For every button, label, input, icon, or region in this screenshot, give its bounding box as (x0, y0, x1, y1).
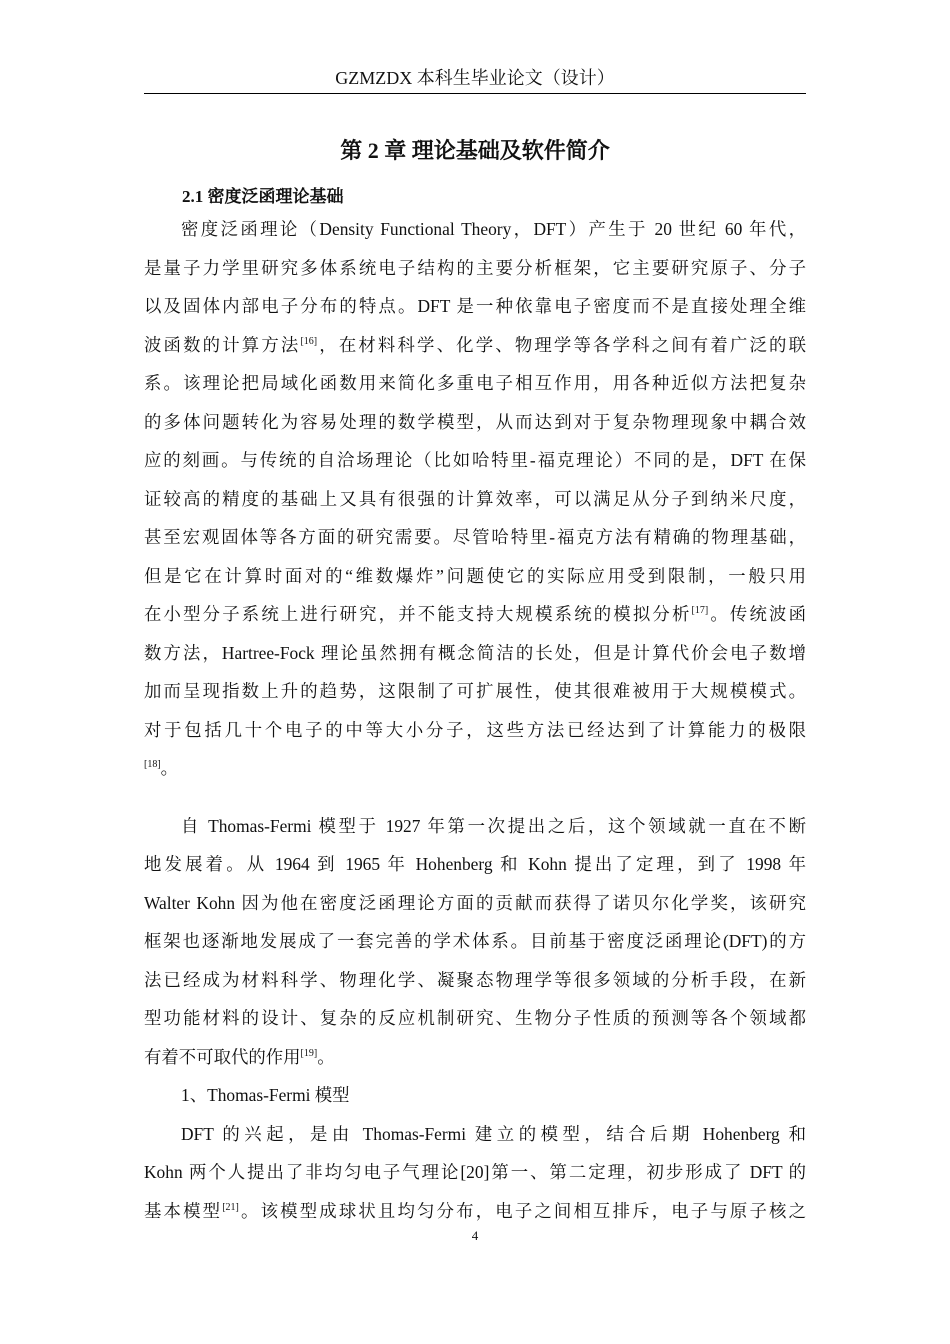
paragraph-2 (144, 807, 806, 1077)
text-line: 甚至宏观固体等各方面的研究需要。尽管哈特里-福克方法有精确的物理基础， (144, 527, 806, 547)
citation: [21] (222, 1201, 239, 1213)
text-line: Walter Kohn 因为他在密度泛函理论方面的贡献而获得了诺贝尔化学奖，该研究 (144, 892, 806, 913)
text-line (144, 595, 806, 634)
citation: [18] (144, 759, 161, 770)
text-span: 有着不可取代的作用 (144, 1046, 301, 1067)
text-span: 。 (317, 1046, 335, 1067)
section-title: 2.1 密度泛函理论基础 (182, 187, 344, 206)
text-span: 。传统波函 (708, 604, 806, 624)
text-line: 应的刻画。与传统的自洽场理论（比如哈特里-福克理论）不同的是，DFT 在保 (144, 450, 806, 470)
chapter-title: 第 2 章 理论基础及软件简介 (340, 138, 610, 163)
body-text (144, 210, 806, 1230)
text-span: 。该模型成球状且均匀分布，电子之间相互排斥，电子与原子核之 (238, 1200, 806, 1221)
text-span: 基本模型 (144, 1200, 223, 1221)
text-line: 密度泛函理论（Density Functional Theory，DFT）产生于 20 世纪 60 年代， (181, 219, 806, 239)
text-span: 在小型分子系统上进行研究，并不能支持大规模系统的模拟分析 (144, 604, 692, 624)
citation: [19] (300, 1047, 318, 1059)
text-line: 框架也逐渐地发展成了一套完善的学术体系。目前基于密度泛函理论(DFT)的方 (144, 931, 806, 951)
text-line (144, 326, 806, 365)
text-line: 加而呈现指数上升的趋势，这限制了可扩展性，使其很难被用于大规模模式。 (144, 681, 806, 701)
page-number: 4 (471, 1228, 479, 1243)
text-line: Kohn 两个人提出了非均匀电子气理论[20]第一、第二定理，初步形成了 DFT 的 (144, 1162, 806, 1182)
text-line: 对于包括几十个电子的中等大小分子，这些方法已经达到了计算能力的极限 (144, 719, 806, 740)
text-line: 是量子力学里研究多体系统电子结构的主要分析框架，它主要研究原子、分子 (144, 257, 806, 278)
text-line (144, 749, 806, 788)
list-item-heading: 1、Thomas-Fermi 模型 (181, 1085, 350, 1105)
text-span: ，在材料科学、化学、物理学等各学科之间有着广泛的联 (317, 334, 806, 355)
citation: [16] (300, 335, 318, 347)
text-line: 证较高的精度的基础上又具有很强的计算效率，可以满足从分子到纳米尺度， (144, 488, 806, 509)
citation: [17] (691, 605, 709, 616)
paragraph-gap (144, 788, 806, 807)
text-span: 。 (160, 758, 179, 778)
text-line: 地发展着。从 1964 到 1965 年 Hohenberg 和 Kohn 提出了定理，到了 1998 年 (144, 854, 806, 874)
text-line: 但是它在计算时面对的“维数爆炸”问题使它的实际应用受到限制，一般只用 (144, 565, 806, 586)
text-line: 法已经成为材料科学、物理化学、凝聚态物理学等很多领域的分析手段，在新 (144, 969, 806, 990)
text-line: 数方法，Hartree-Fock 理论虽然拥有概念简洁的长处，但是计算代价会电子数增 (144, 642, 806, 663)
text-line: 系。该理论把局域化函数用来简化多重电子相互作用，用各种近似方法把复杂 (144, 373, 806, 393)
paragraph-3 (144, 1115, 806, 1231)
text-line: 型功能材料的设计、复杂的反应机制研究、生物分子性质的预测等各个领域都 (144, 1008, 806, 1028)
text-line: 的多体问题转化为容易处理的数学模型，从而达到对于复杂物理现象中耦合效 (144, 411, 806, 432)
text-span: 波函数的计算方法 (144, 334, 301, 355)
text-line (144, 1192, 806, 1231)
paragraph-1 (144, 210, 806, 788)
text-line: DFT 的兴起，是由 Thomas-Fermi 建立的模型，结合后期 Hohenberg 和 (181, 1123, 806, 1144)
text-line (144, 1038, 806, 1077)
text-line: 自 Thomas-Fermi 模型于 1927 年第一次提出之后，这个领域就一直在不断 (181, 815, 806, 836)
text-line: 以及固体内部电子分布的特点。DFT 是一种依靠电子密度而不是直接处理全维 (144, 296, 806, 316)
page-header: GZMZDX 本科生毕业论文（设计） (144, 63, 806, 94)
